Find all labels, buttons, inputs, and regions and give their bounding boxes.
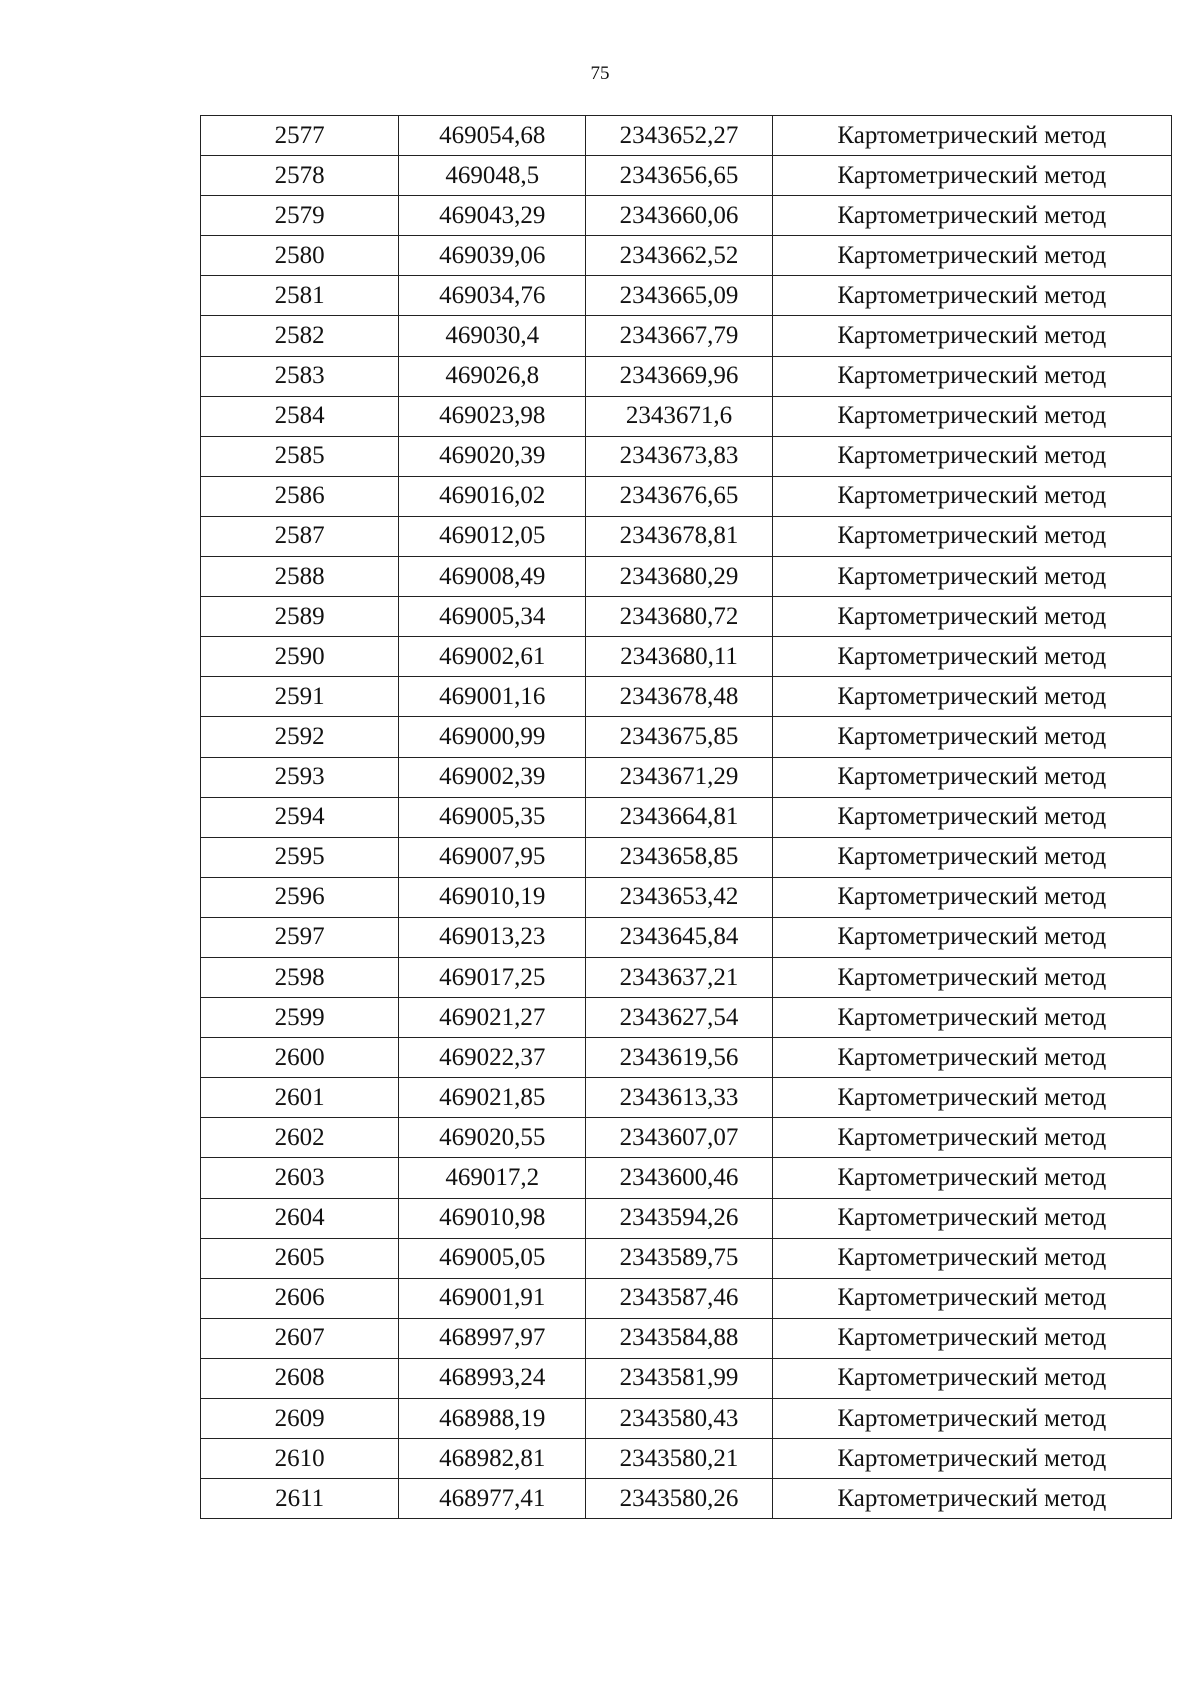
table-row <box>201 476 1172 516</box>
method-cell: Картометрический метод <box>772 196 1171 236</box>
table-row <box>201 1318 1172 1358</box>
y-coordinate-cell: 2343619,56 <box>586 1038 772 1078</box>
point-number-cell: 2577 <box>201 116 399 156</box>
x-coordinate-cell: 469005,35 <box>399 797 586 837</box>
table-row <box>201 637 1172 677</box>
method-cell: Картометрический метод <box>772 957 1171 997</box>
x-coordinate-cell: 469007,95 <box>399 837 586 877</box>
x-coordinate-cell: 469010,19 <box>399 877 586 917</box>
x-coordinate-cell: 469016,02 <box>399 476 586 516</box>
y-coordinate-cell: 2343600,46 <box>586 1158 772 1198</box>
y-coordinate-cell: 2343676,65 <box>586 476 772 516</box>
table-row <box>201 957 1172 997</box>
point-number-cell: 2601 <box>201 1078 399 1118</box>
table-row <box>201 116 1172 156</box>
y-coordinate-cell: 2343580,43 <box>586 1399 772 1439</box>
x-coordinate-cell: 469023,98 <box>399 396 586 436</box>
table-row <box>201 356 1172 396</box>
point-number-cell: 2595 <box>201 837 399 877</box>
y-coordinate-cell: 2343660,06 <box>586 196 772 236</box>
y-coordinate-cell: 2343667,79 <box>586 316 772 356</box>
y-coordinate-cell: 2343680,72 <box>586 597 772 637</box>
point-number-cell: 2594 <box>201 797 399 837</box>
y-coordinate-cell: 2343671,29 <box>586 757 772 797</box>
x-coordinate-cell: 468977,41 <box>399 1479 586 1519</box>
method-cell: Картометрический метод <box>772 637 1171 677</box>
table-row <box>201 276 1172 316</box>
table-row <box>201 597 1172 637</box>
page-number: 75 <box>590 63 610 84</box>
table-row <box>201 396 1172 436</box>
y-coordinate-cell: 2343665,09 <box>586 276 772 316</box>
y-coordinate-cell: 2343658,85 <box>586 837 772 877</box>
point-number-cell: 2598 <box>201 957 399 997</box>
y-coordinate-cell: 2343580,21 <box>586 1439 772 1479</box>
point-number-cell: 2602 <box>201 1118 399 1158</box>
method-cell: Картометрический метод <box>772 316 1171 356</box>
table-row <box>201 1158 1172 1198</box>
x-coordinate-cell: 469001,91 <box>399 1278 586 1318</box>
table-row <box>201 1118 1172 1158</box>
table-row <box>201 236 1172 276</box>
x-coordinate-cell: 468988,19 <box>399 1399 586 1439</box>
method-cell: Картометрический метод <box>772 1399 1171 1439</box>
x-coordinate-cell: 469054,68 <box>399 116 586 156</box>
point-number-cell: 2590 <box>201 637 399 677</box>
table-row <box>201 516 1172 556</box>
x-coordinate-cell: 469017,25 <box>399 957 586 997</box>
table-row <box>201 677 1172 717</box>
method-cell: Картометрический метод <box>772 1198 1171 1238</box>
method-cell: Картометрический метод <box>772 156 1171 196</box>
y-coordinate-cell: 2343627,54 <box>586 998 772 1038</box>
method-cell: Картометрический метод <box>772 1318 1171 1358</box>
table-body <box>201 116 1172 1519</box>
point-number-cell: 2586 <box>201 476 399 516</box>
table-row <box>201 797 1172 837</box>
point-number-cell: 2599 <box>201 998 399 1038</box>
x-coordinate-cell: 469002,61 <box>399 637 586 677</box>
x-coordinate-cell: 469048,5 <box>399 156 586 196</box>
method-cell: Картометрический метод <box>772 1118 1171 1158</box>
x-coordinate-cell: 469039,06 <box>399 236 586 276</box>
y-coordinate-cell: 2343594,26 <box>586 1198 772 1238</box>
method-cell: Картометрический метод <box>772 1439 1171 1479</box>
x-coordinate-cell: 469020,55 <box>399 1118 586 1158</box>
y-coordinate-cell: 2343680,29 <box>586 557 772 597</box>
point-number-cell: 2609 <box>201 1399 399 1439</box>
point-number-cell: 2596 <box>201 877 399 917</box>
x-coordinate-cell: 469021,85 <box>399 1078 586 1118</box>
x-coordinate-cell: 468993,24 <box>399 1358 586 1398</box>
method-cell: Картометрический метод <box>772 436 1171 476</box>
method-cell: Картометрический метод <box>772 476 1171 516</box>
y-coordinate-cell: 2343675,85 <box>586 717 772 757</box>
x-coordinate-cell: 469013,23 <box>399 917 586 957</box>
y-coordinate-cell: 2343637,21 <box>586 957 772 997</box>
y-coordinate-cell: 2343607,07 <box>586 1118 772 1158</box>
y-coordinate-cell: 2343645,84 <box>586 917 772 957</box>
point-number-cell: 2611 <box>201 1479 399 1519</box>
point-number-cell: 2582 <box>201 316 399 356</box>
x-coordinate-cell: 469010,98 <box>399 1198 586 1238</box>
method-cell: Картометрический метод <box>772 717 1171 757</box>
point-number-cell: 2587 <box>201 516 399 556</box>
y-coordinate-cell: 2343584,88 <box>586 1318 772 1358</box>
table-row <box>201 998 1172 1038</box>
x-coordinate-cell: 469002,39 <box>399 757 586 797</box>
method-cell: Картометрический метод <box>772 116 1171 156</box>
y-coordinate-cell: 2343671,6 <box>586 396 772 436</box>
table-row <box>201 1399 1172 1439</box>
method-cell: Картометрический метод <box>772 917 1171 957</box>
point-number-cell: 2603 <box>201 1158 399 1198</box>
y-coordinate-cell: 2343678,48 <box>586 677 772 717</box>
x-coordinate-cell: 469001,16 <box>399 677 586 717</box>
table-row <box>201 917 1172 957</box>
point-number-cell: 2610 <box>201 1439 399 1479</box>
x-coordinate-cell: 469000,99 <box>399 717 586 757</box>
point-number-cell: 2608 <box>201 1358 399 1398</box>
table-row <box>201 1038 1172 1078</box>
table-row <box>201 877 1172 917</box>
y-coordinate-cell: 2343653,42 <box>586 877 772 917</box>
table-row <box>201 1198 1172 1238</box>
point-number-cell: 2588 <box>201 557 399 597</box>
point-number-cell: 2584 <box>201 396 399 436</box>
method-cell: Картометрический метод <box>772 677 1171 717</box>
table-row <box>201 156 1172 196</box>
x-coordinate-cell: 469021,27 <box>399 998 586 1038</box>
point-number-cell: 2593 <box>201 757 399 797</box>
y-coordinate-cell: 2343581,99 <box>586 1358 772 1398</box>
y-coordinate-cell: 2343673,83 <box>586 436 772 476</box>
point-number-cell: 2583 <box>201 356 399 396</box>
method-cell: Картометрический метод <box>772 356 1171 396</box>
table-row <box>201 1479 1172 1519</box>
method-cell: Картометрический метод <box>772 1358 1171 1398</box>
point-number-cell: 2581 <box>201 276 399 316</box>
point-number-cell: 2585 <box>201 436 399 476</box>
point-number-cell: 2606 <box>201 1278 399 1318</box>
y-coordinate-cell: 2343656,65 <box>586 156 772 196</box>
point-number-cell: 2605 <box>201 1238 399 1278</box>
y-coordinate-cell: 2343580,26 <box>586 1479 772 1519</box>
point-number-cell: 2578 <box>201 156 399 196</box>
y-coordinate-cell: 2343587,46 <box>586 1278 772 1318</box>
x-coordinate-cell: 469022,37 <box>399 1038 586 1078</box>
table-row <box>201 196 1172 236</box>
method-cell: Картометрический метод <box>772 597 1171 637</box>
point-number-cell: 2607 <box>201 1318 399 1358</box>
y-coordinate-cell: 2343664,81 <box>586 797 772 837</box>
table-row <box>201 757 1172 797</box>
point-number-cell: 2600 <box>201 1038 399 1078</box>
y-coordinate-cell: 2343669,96 <box>586 356 772 396</box>
point-number-cell: 2589 <box>201 597 399 637</box>
method-cell: Картометрический метод <box>772 1078 1171 1118</box>
x-coordinate-cell: 469034,76 <box>399 276 586 316</box>
method-cell: Картометрический метод <box>772 797 1171 837</box>
table-row <box>201 1238 1172 1278</box>
method-cell: Картометрический метод <box>772 557 1171 597</box>
y-coordinate-cell: 2343589,75 <box>586 1238 772 1278</box>
y-coordinate-cell: 2343662,52 <box>586 236 772 276</box>
method-cell: Картометрический метод <box>772 1038 1171 1078</box>
x-coordinate-cell: 469030,4 <box>399 316 586 356</box>
method-cell: Картометрический метод <box>772 396 1171 436</box>
x-coordinate-cell: 469043,29 <box>399 196 586 236</box>
x-coordinate-cell: 469005,05 <box>399 1238 586 1278</box>
x-coordinate-cell: 469017,2 <box>399 1158 586 1198</box>
x-coordinate-cell: 469012,05 <box>399 516 586 556</box>
method-cell: Картометрический метод <box>772 837 1171 877</box>
table-row <box>201 717 1172 757</box>
x-coordinate-cell: 469020,39 <box>399 436 586 476</box>
method-cell: Картометрический метод <box>772 1479 1171 1519</box>
method-cell: Картометрический метод <box>772 877 1171 917</box>
point-number-cell: 2579 <box>201 196 399 236</box>
y-coordinate-cell: 2343652,27 <box>586 116 772 156</box>
table-row <box>201 1358 1172 1398</box>
y-coordinate-cell: 2343613,33 <box>586 1078 772 1118</box>
table-row <box>201 1439 1172 1479</box>
table-row <box>201 837 1172 877</box>
table-row <box>201 557 1172 597</box>
table-row <box>201 1278 1172 1318</box>
point-number-cell: 2597 <box>201 917 399 957</box>
x-coordinate-cell: 469026,8 <box>399 356 586 396</box>
coordinates-table <box>200 115 1172 1519</box>
method-cell: Картометрический метод <box>772 1278 1171 1318</box>
method-cell: Картометрический метод <box>772 1158 1171 1198</box>
table-row <box>201 1078 1172 1118</box>
x-coordinate-cell: 468997,97 <box>399 1318 586 1358</box>
point-number-cell: 2604 <box>201 1198 399 1238</box>
method-cell: Картометрический метод <box>772 276 1171 316</box>
method-cell: Картометрический метод <box>772 998 1171 1038</box>
point-number-cell: 2592 <box>201 717 399 757</box>
table-row <box>201 316 1172 356</box>
method-cell: Картометрический метод <box>772 236 1171 276</box>
y-coordinate-cell: 2343678,81 <box>586 516 772 556</box>
method-cell: Картометрический метод <box>772 1238 1171 1278</box>
point-number-cell: 2591 <box>201 677 399 717</box>
table-row <box>201 436 1172 476</box>
x-coordinate-cell: 469005,34 <box>399 597 586 637</box>
x-coordinate-cell: 468982,81 <box>399 1439 586 1479</box>
point-number-cell: 2580 <box>201 236 399 276</box>
method-cell: Картометрический метод <box>772 757 1171 797</box>
x-coordinate-cell: 469008,49 <box>399 557 586 597</box>
method-cell: Картометрический метод <box>772 516 1171 556</box>
y-coordinate-cell: 2343680,11 <box>586 637 772 677</box>
